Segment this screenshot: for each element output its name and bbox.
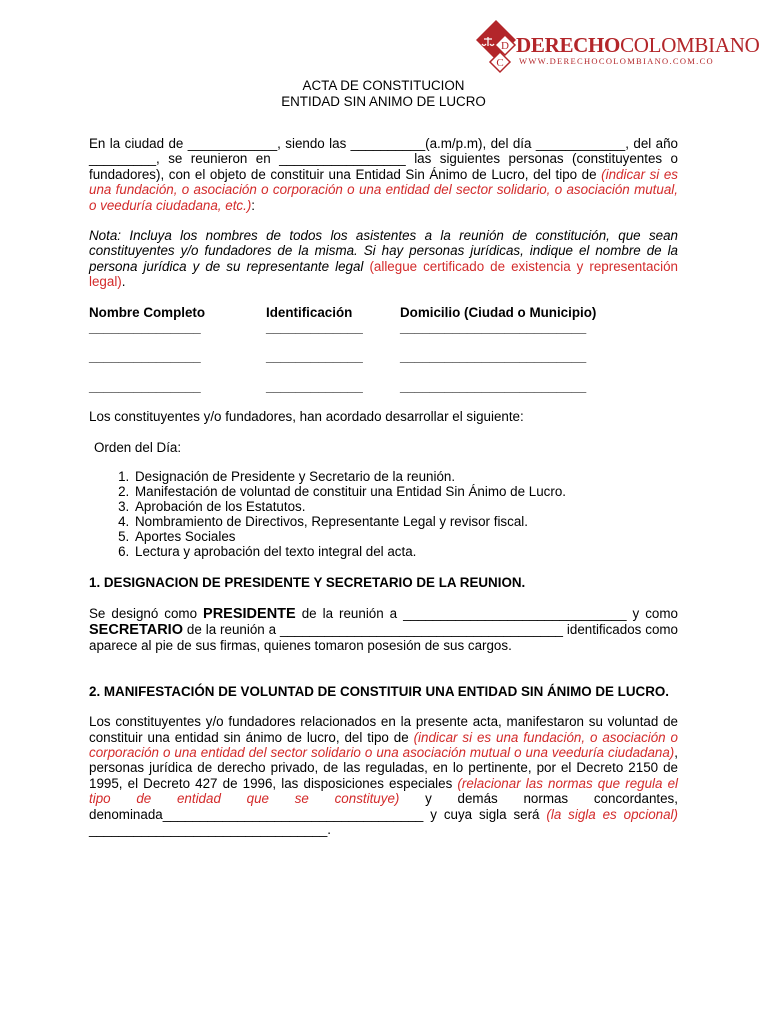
logo-letter-d: D [501, 40, 509, 52]
list-item: 6. Lectura y aprobación del texto integral del acta. [133, 544, 678, 559]
orden-list [89, 469, 678, 559]
table-row [89, 349, 678, 364]
note-text: Nota: Incluya los nombres de todos los asistentes a la reunión de constitución, que sean constituyentes y/o fundadores de la misma. Si hay personas jurídicas, indique el nombre de la persona jurídica y de su representante legal [89, 228, 678, 274]
header-identificacion: Identificación [266, 304, 353, 320]
section2-red-3: (la sigla es opcional) [546, 806, 678, 822]
logo [474, 18, 760, 76]
row3-domicilio-blank: _________________________ [400, 378, 587, 394]
row1-nombre-blank: _______________ [89, 320, 201, 336]
section2-red-2: (relacionar las normas que regula el tipo de entidad que se constituye) [89, 775, 679, 807]
agreement-text: Los constituyentes y/o fundadores, han acordado desarrollar el siguiente: [89, 409, 524, 425]
section2-text-4: ________________________________. [89, 821, 332, 837]
intro-end: : [251, 197, 256, 213]
note-paragraph [89, 228, 678, 290]
row1-id-blank: _____________ [266, 320, 363, 336]
secretario-label: SECRETARIO [89, 621, 183, 638]
list-item: 5. Aportes Sociales [133, 529, 678, 544]
doc-title-line2: ENTIDAD SIN ANIMO DE LUCRO [281, 94, 486, 109]
logo-diamond-icon [474, 18, 518, 76]
section1-text-2: de la reunión a ______________________________ y como [295, 605, 678, 621]
list-item: 1. Designación de Presidente y Secretario de la reunión. [133, 469, 678, 484]
section2-text-1: Los constituyentes y/o fundadores relacionados en la presente acta, manifestaron su voluntad de constituir una entidad sin ánimo de lucro, del tipo de [89, 714, 678, 745]
list-item: 4. Nombramiento de Directivos, Representante Legal y revisor fiscal. [133, 514, 678, 529]
presidente-label: PRESIDENTE [203, 605, 296, 622]
table-header [89, 305, 678, 320]
row3-id-blank: _____________ [266, 378, 363, 394]
note-end: . [121, 274, 126, 290]
section1-text-1: Se designó como [89, 605, 204, 621]
intro-text: En la ciudad de ____________, siendo las __________(a.m/p.m), del día ____________, del año _________, se reunieron en _________________ las siguientes personas (constituyentes o fundadores), con el objeto de constituir una Entidad Sin Ánimo de Lucro, del tipo de [89, 136, 678, 182]
logo-name-bold: DERECHO [516, 33, 621, 57]
list-item: 3. Aprobación de los Estatutos. [133, 499, 678, 514]
table-row [89, 320, 678, 335]
note-red: (allegue certificado de existencia y representación legal) [89, 258, 678, 290]
section2-text-3: y demás normas concordantes, denominada___________________________________ y cuya sigla será [89, 791, 678, 822]
header-domicilio: Domicilio (Ciudad o Municipio) [400, 304, 597, 320]
intro-red-note: (indicar si es una fundación, o asociación o corporación o una entidad del sector solidario, o asociación mutual, o veeduría ciudadana, etc.) [89, 166, 678, 213]
document-body [89, 76, 678, 837]
section2-red-1: (indicar si es una fundación, o asociación o corporación o una entidad del sector solidario o una asociación mutual o una veeduría ciudadana) [89, 729, 678, 760]
row2-nombre-blank: _______________ [89, 349, 201, 365]
row1-domicilio-blank: _________________________ [400, 320, 587, 336]
section1-paragraph [89, 606, 678, 654]
section2-heading: 2. MANIFESTACIÓN DE VOLUNTAD DE CONSTITUIR UNA ENTIDAD SIN ÁNIMO DE LUCRO. [89, 683, 670, 699]
logo-name [516, 33, 759, 58]
logo-name-rest: COLOMBIANO [620, 33, 760, 57]
list-item: 2. Manifestación de voluntad de constituir una Entidad Sin Ánimo de Lucro. [133, 484, 678, 499]
section1-heading: 1. DESIGNACION DE PRESIDENTE Y SECRETARIO DE LA REUNION. [89, 575, 526, 591]
logo-url: WWW.DERECHOCOLOMBIANO.COM.CO [519, 56, 714, 66]
section2-text-2: , personas jurídica de derecho privado, de las reguladas, en lo pertinente, por el Decreto 2150 de 1995, el Decreto 427 de 1996, las disposiciones especiales [89, 744, 678, 791]
row2-id-blank: _____________ [266, 349, 363, 365]
section1-text-3: de la reunión a ______________________________________ identificados como aparece al pie de sus firmas, quienes tomaron posesión de sus cargos. [89, 621, 678, 654]
orden-label: Orden del Día: [94, 439, 182, 455]
section2-paragraph [89, 714, 678, 837]
header-nombre: Nombre Completo [89, 304, 206, 320]
intro-paragraph [89, 136, 678, 213]
doc-title-line1: ACTA DE CONSTITUCION [302, 78, 465, 93]
table-row [89, 379, 678, 394]
row3-nombre-blank: _______________ [89, 378, 201, 394]
row2-domicilio-blank: _________________________ [400, 349, 587, 365]
logo-letter-c: C [496, 57, 504, 69]
